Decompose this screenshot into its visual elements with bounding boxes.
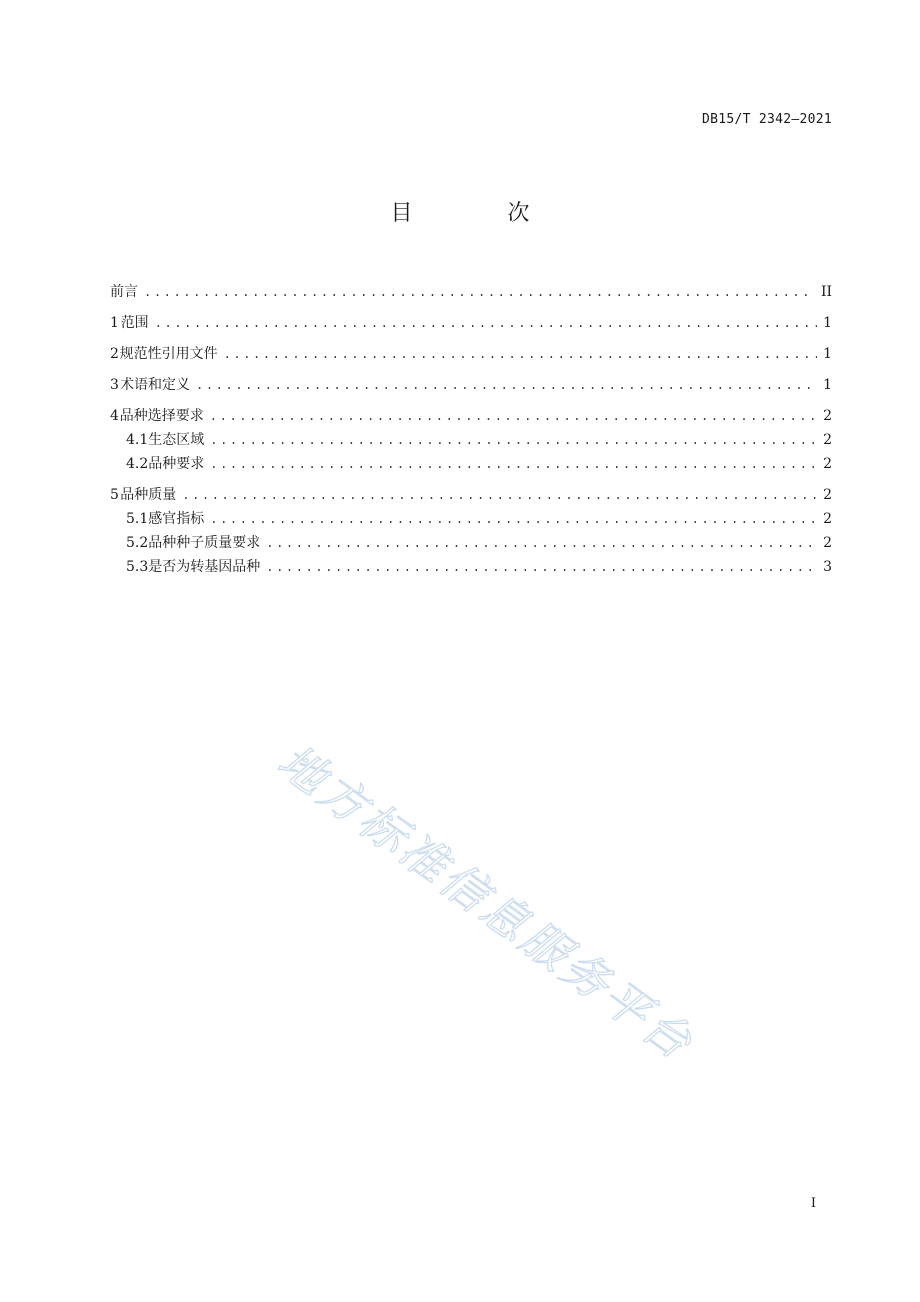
toc-leader-dots: [210, 454, 817, 474]
toc-entry-page: 3: [823, 559, 832, 575]
toc-entry-label: 品种选择要求: [119, 408, 204, 424]
toc-leader-dots: [266, 557, 817, 577]
toc-leader-dots: [210, 406, 817, 426]
toc-entry-label: 品种要求: [148, 456, 205, 472]
toc-entry-number: 3: [110, 377, 119, 393]
toc-leader-dots: [196, 375, 817, 395]
toc-entry-label: 术语和定义: [120, 377, 191, 393]
toc-entry-number: 4.1: [126, 432, 149, 448]
toc-entry-number: 5: [110, 487, 119, 503]
toc-entry-page: 1: [823, 377, 832, 393]
toc-entry-page: 2: [823, 535, 832, 551]
toc-entry-5-2[interactable]: [110, 533, 832, 553]
toc-entry-page: 2: [823, 487, 832, 503]
toc-entry-4[interactable]: [110, 406, 832, 426]
toc-entry-page: II: [820, 284, 832, 300]
toc-entry-number: 2: [110, 346, 119, 362]
toc-entry-page: 1: [823, 346, 832, 362]
toc-leader-dots: [266, 533, 817, 553]
toc-entry-label: 是否为转基因品种: [148, 559, 261, 575]
toc-entry-page: 2: [823, 456, 832, 472]
toc-entry-5-1[interactable]: [110, 509, 832, 529]
toc-entry-number: 4: [110, 408, 119, 424]
table-of-contents: [110, 282, 832, 577]
toc-entry-1[interactable]: [110, 313, 832, 333]
toc-leader-dots: [210, 430, 817, 450]
toc-entry-4-1[interactable]: [110, 430, 832, 450]
toc-leader-dots: [144, 282, 815, 302]
toc-entry-label: 感官指标: [148, 511, 205, 527]
toc-entry-3[interactable]: [110, 375, 832, 395]
toc-entry-4-2[interactable]: [110, 454, 832, 474]
toc-entry-page: 2: [823, 408, 832, 424]
toc-entry-2[interactable]: [110, 344, 832, 364]
toc-leader-dots: [210, 509, 817, 529]
toc-entry-label: 前言: [110, 284, 138, 300]
toc-entry-page: 2: [823, 432, 832, 448]
toc-entry-label: 品种质量: [120, 487, 177, 503]
toc-entry-number: 5.1: [126, 511, 149, 527]
toc-entry-5-3[interactable]: [110, 557, 832, 577]
toc-entry-foreword[interactable]: [110, 282, 832, 302]
document-code: DB15/T 2342—2021: [701, 112, 832, 127]
watermark: 地方标准信息服务平台: [268, 733, 705, 1072]
toc-entry-page: 1: [823, 315, 832, 331]
toc-leader-dots: [224, 344, 818, 364]
toc-entry-label: 规范性引用文件: [119, 346, 218, 362]
toc-entry-label: 品种种子质量要求: [148, 535, 261, 551]
toc-title: 目 次: [390, 201, 574, 226]
toc-entry-label: 生态区域: [148, 432, 205, 448]
toc-entry-5[interactable]: [110, 485, 832, 505]
toc-leader-dots: [182, 485, 817, 505]
toc-entry-number: 5.2: [126, 535, 149, 551]
toc-entry-page: 2: [823, 511, 832, 527]
toc-entry-number: 1: [110, 315, 119, 331]
page-number: I: [810, 1196, 816, 1211]
toc-leader-dots: [155, 313, 817, 333]
toc-entry-number: 4.2: [126, 456, 149, 472]
toc-entry-number: 5.3: [126, 559, 149, 575]
toc-entry-label: 范围: [120, 315, 149, 331]
